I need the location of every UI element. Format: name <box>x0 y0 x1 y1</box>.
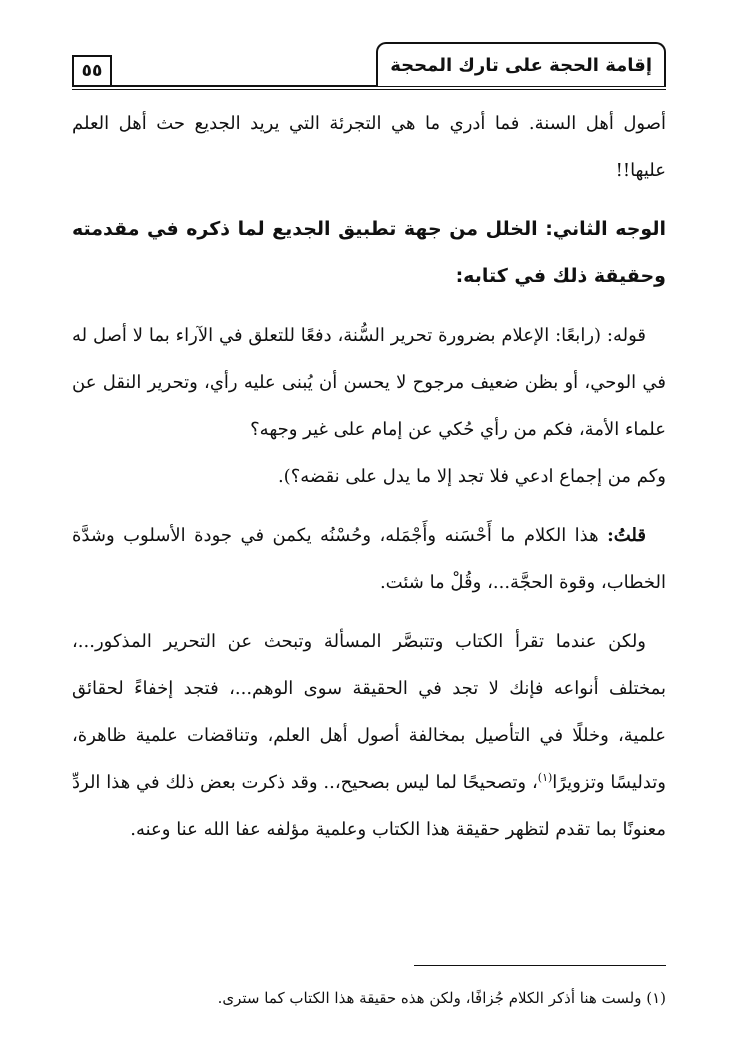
final-paragraph <box>72 618 666 853</box>
reply-text: هذا الكلام ما أَحْسَنه وأَجْمَله، وحُسْنُه يكمن في جودة الأسلوب وشدَّة الخطاب، وقوة الحجَّة...، وقُلْ ما شئت. <box>72 525 666 593</box>
footnote-separator <box>414 965 666 966</box>
reply-paragraph <box>72 512 666 606</box>
paragraph-1: أصول أهل السنة. فما أدري ما هي التجرئة التي يريد الجديع حث أهل العلم عليها!! <box>72 113 666 181</box>
page-number: ٥٥ <box>72 55 112 87</box>
reply-lead: قلتُ: <box>607 525 646 546</box>
running-title: إقامة الحجة على تارك المحجة <box>376 42 666 86</box>
final-text-b: ، وتصحيحًا لما ليس بصحيح،.. وقد ذكرت بعض ذلك في هذا الردِّ معنونًا بما تقدم لتظهر حقيقة هذا الكتاب وعلمية مؤلفه عفا الله عنا وعنه. <box>72 772 666 840</box>
footnote: (١) ولست هنا أذكر الكلام جُزافًا، ولكن هذه حقيقة هذا الكتاب كما سترى. <box>217 989 666 1007</box>
quote-paragraph <box>72 312 666 500</box>
quote-text-1: قوله: (رابعًا: الإعلام بضرورة تحرير السُّنة، دفعًا للتعلق في الآراء بما لا أصل له في الوحي، أو بظن ضعيف مرجوح لا يحسن أن يُبنى عليه رأي، وتحرير النقل عن علماء الأمة، فكم من رأي حُكي عن إمام على غير وجهه؟ <box>72 325 666 440</box>
quote-text-2: وكم من إجماع ادعي فلا تجد إلا ما يدل على نقضه؟). <box>277 466 666 487</box>
footnote-reference: (١) <box>537 771 553 784</box>
section-heading: الوجه الثاني: الخلل من جهة تطبيق الجديع لما ذكره في مقدمته وحقيقة ذلك في كتابه: <box>72 218 666 287</box>
page-header <box>0 0 736 100</box>
final-text-a: ولكن عندما تقرأ الكتاب وتتبصَّر المسألة وتبحث عن التحرير المذكور...، بمختلف أنواعه فإنك لا تجد في الحقيقة سوى الوهم...، فتجد إخفاءً لحقائق علمية، وخللًا في التأصيل بمخالفة أصول أهل العلم، وتناقضات علمية ظاهرة، وتدليسًا وتزويرًا <box>72 631 666 793</box>
main-text <box>72 100 666 865</box>
header-rule-thin <box>72 89 666 90</box>
